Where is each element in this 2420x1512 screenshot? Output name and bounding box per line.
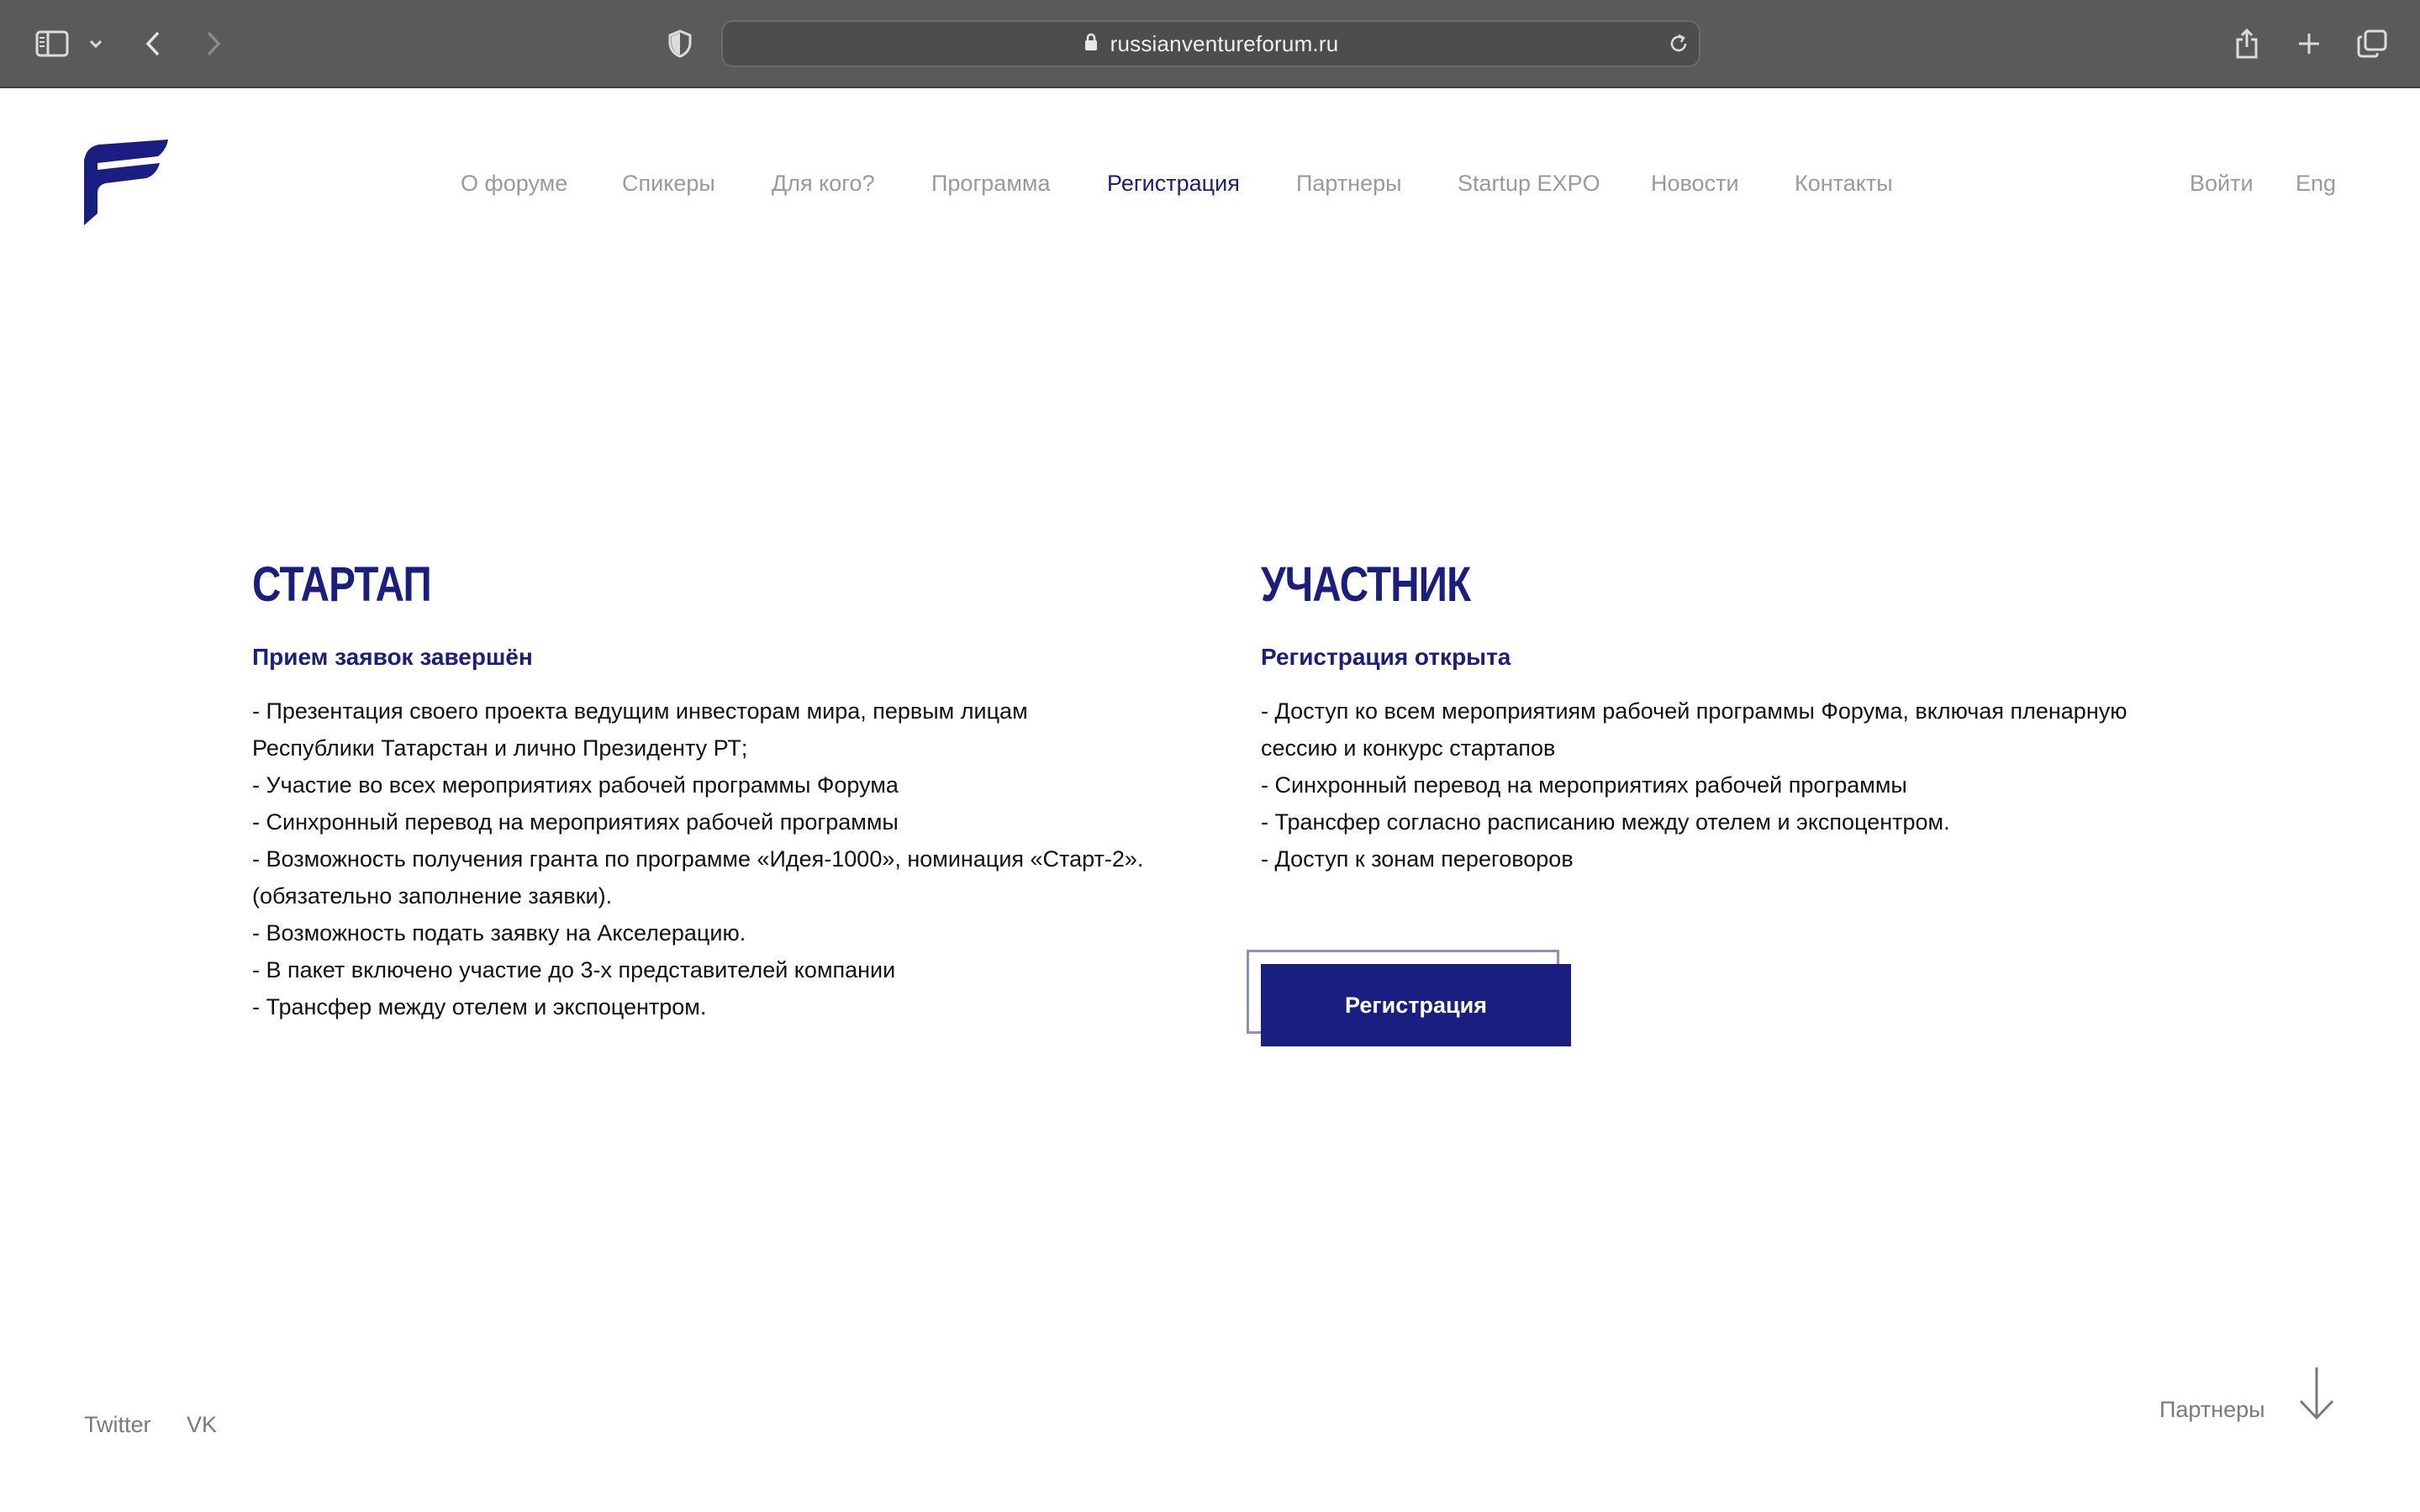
nav-for-whom[interactable]: Для кого?	[772, 171, 875, 196]
startup-benefit-line: - Возможность получения гранта по программе «Идея-1000», номинация «Старт-2».	[252, 846, 1144, 872]
registration-button-group	[1247, 950, 1572, 1047]
shield-icon[interactable]	[666, 20, 694, 67]
startup-benefit-line: - Презентация своего проекта ведущим инвесторам мира, первым лицам	[252, 698, 1028, 724]
nav-startup-expo[interactable]: Startup EXPO	[1458, 171, 1600, 196]
forward-icon[interactable]	[200, 20, 227, 67]
startup-status: Прием заявок завершён	[252, 644, 533, 670]
address-bar[interactable]	[721, 20, 1700, 67]
lock-icon	[1083, 32, 1099, 56]
nav-contacts[interactable]: Контакты	[1795, 171, 1893, 196]
next-section-link[interactable]: Партнеры	[2159, 1397, 2265, 1422]
url-text: russianventureforum.ru	[1110, 30, 1339, 56]
startup-title: СТАРТАП	[252, 557, 431, 612]
sidebar-icon[interactable]	[34, 20, 71, 67]
tabs-overview-icon[interactable]	[2356, 20, 2388, 67]
startup-benefit-line: - Участие во всех мероприятиях рабочей программы Форума	[252, 772, 899, 798]
share-icon[interactable]	[2233, 20, 2261, 67]
nav-partners[interactable]: Партнеры	[1296, 171, 1402, 196]
browser-toolbar	[0, 0, 2420, 88]
participant-benefit-line: - Доступ ко всем мероприятиям рабочей программы Форума, включая пленарную	[1261, 698, 2127, 724]
main-nav	[0, 171, 2420, 204]
startup-benefit-line: - В пакет включено участие до 3-х представителей компании	[252, 957, 896, 983]
arrow-down-icon[interactable]	[2298, 1366, 2335, 1425]
login-link[interactable]: Войти	[2190, 171, 2254, 196]
nav-news[interactable]: Новости	[1651, 171, 1739, 196]
vk-link[interactable]: VK	[187, 1412, 218, 1437]
nav-about[interactable]: О форуме	[461, 171, 568, 196]
participant-benefit-line: - Доступ к зонам переговоров	[1261, 846, 1574, 872]
nav-speakers[interactable]: Спикеры	[622, 171, 715, 196]
participant-status: Регистрация открыта	[1261, 644, 1511, 670]
startup-benefit-line: - Возможность подать заявку на Акселерацию.	[252, 920, 746, 946]
participant-benefit-line: - Трансфер согласно расписанию между отелем и экспоцентром.	[1261, 809, 1950, 835]
startup-benefits	[252, 693, 1177, 1025]
new-tab-icon[interactable]	[2295, 20, 2323, 67]
nav-program[interactable]: Программа	[931, 171, 1051, 196]
twitter-link[interactable]: Twitter	[84, 1412, 151, 1437]
participant-section	[1261, 556, 2185, 877]
registration-button[interactable]: Регистрация	[1261, 964, 1571, 1046]
language-switch[interactable]: Eng	[2296, 171, 2337, 196]
nav-registration[interactable]: Регистрация	[1107, 171, 1240, 196]
startup-section	[252, 556, 1177, 1025]
participant-benefit-line: - Синхронный перевод на мероприятиях рабочей программы	[1261, 772, 1907, 798]
participant-title: УЧАСТНИК	[1261, 557, 1471, 612]
back-icon[interactable]	[140, 20, 166, 67]
startup-benefit-line: - Трансфер между отелем и экспоцентром.	[252, 994, 707, 1019]
startup-benefit-line: - Синхронный перевод на мероприятиях рабочей программы	[252, 809, 899, 835]
startup-benefit-line: Республики Татарстан и лично Президенту РТ;	[252, 735, 748, 761]
chevron-down-icon[interactable]	[86, 20, 106, 67]
startup-benefit-line: (обязательно заполнение заявки).	[252, 883, 613, 909]
participant-benefits	[1261, 693, 2185, 877]
participant-benefit-line: сессию и конкурс стартапов	[1261, 735, 1556, 761]
reload-icon[interactable]	[1667, 32, 1690, 60]
